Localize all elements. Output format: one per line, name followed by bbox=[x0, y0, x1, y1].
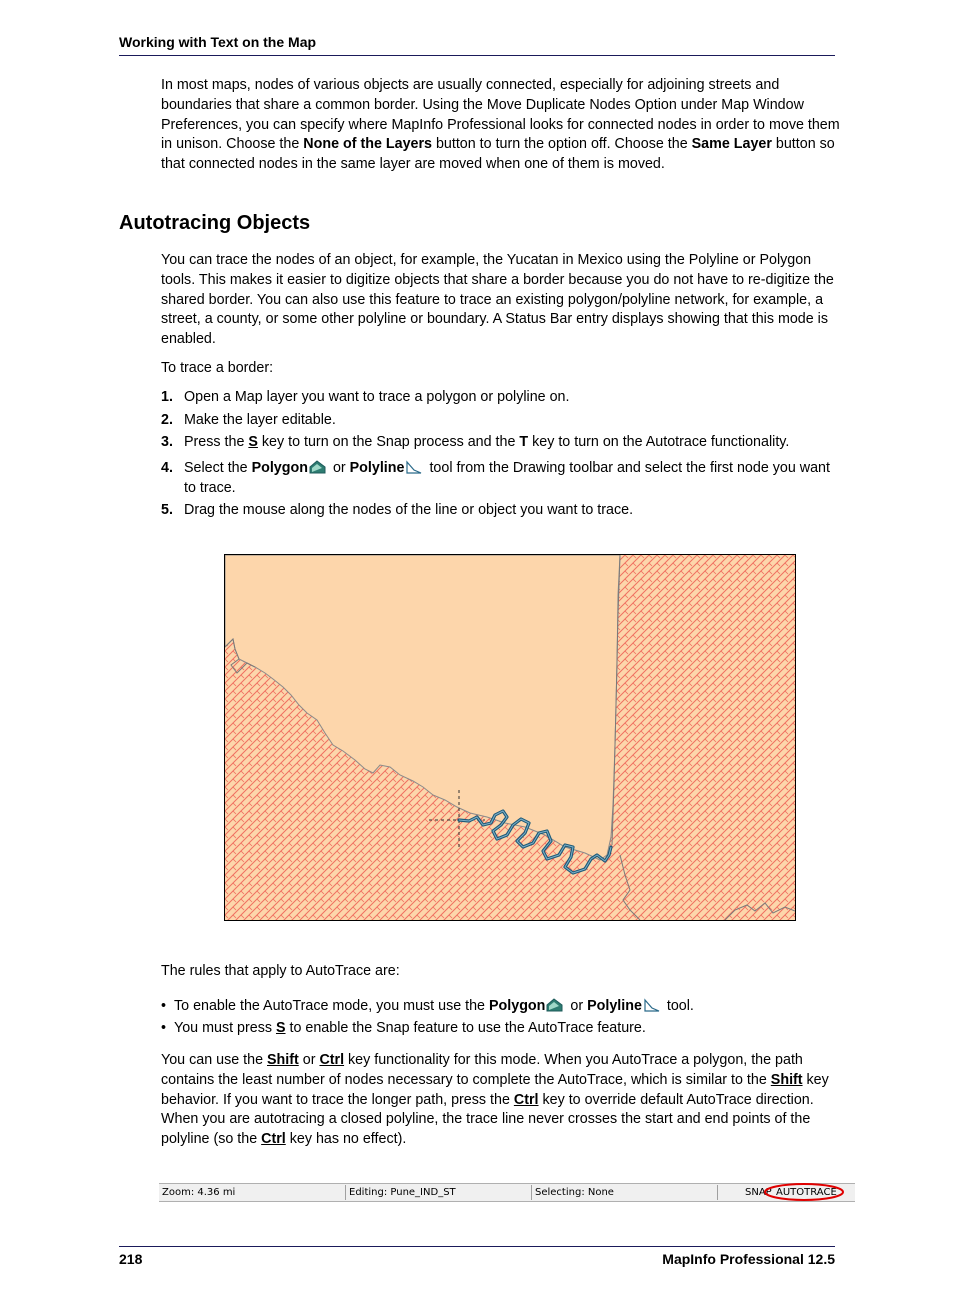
status-selecting: Selecting: None bbox=[535, 1187, 614, 1198]
step-3: 3. Press the S key to turn on the Snap process and the T key to turn on the Autotrace functionality. bbox=[161, 434, 790, 450]
rules-lead: The rules that apply to AutoTrace are: bbox=[161, 963, 400, 979]
autotrace-map-figure bbox=[224, 554, 796, 921]
map-illustration bbox=[225, 555, 795, 920]
status-autotrace: AUTOTRACE bbox=[776, 1187, 837, 1198]
polyline-tool-icon bbox=[405, 460, 422, 474]
autotrace-highlight-circle bbox=[763, 1182, 845, 1202]
running-header bbox=[119, 34, 835, 56]
status-divider bbox=[345, 1185, 346, 1200]
polygon-tool-icon bbox=[546, 998, 563, 1012]
page-footer bbox=[119, 1246, 835, 1267]
status-snap: SNAP bbox=[745, 1187, 772, 1198]
section-paragraph: You can trace the nodes of an object, for example, the Yucatan in Mexico using the Polyline or Polygon tools. This makes it easier to digitize objects that share a border because you do not have to re-digitize the shared border. You can also use this feature to trace an existing polygon/polyline network, for example, a street, a county, or some other polyline or boundary. A Status Bar entry displays showing that this mode is enabled. bbox=[161, 252, 834, 348]
header-title: Working with Text on the Map bbox=[119, 34, 317, 50]
rule-bullet-2: • You must press S to enable the Snap feature to use the AutoTrace feature. bbox=[161, 1020, 646, 1036]
step-4: 4. Select the Polygon or Polyline tool from the Drawing toolbar and select the first node you want to trace. bbox=[161, 460, 830, 496]
status-divider bbox=[717, 1185, 718, 1200]
step-5: 5. Drag the mouse along the nodes of the line or object you want to trace. bbox=[161, 502, 634, 518]
steps-lead: To trace a border: bbox=[161, 360, 274, 376]
rule-bullet-1: • To enable the AutoTrace mode, you must use the Polygon or Polyline tool. bbox=[161, 998, 694, 1014]
section-heading: Autotracing Objects bbox=[119, 212, 311, 234]
step-2: 2. Make the layer editable. bbox=[161, 412, 336, 428]
status-bar-screenshot bbox=[159, 1183, 855, 1202]
status-zoom: Zoom: 4.36 mi bbox=[162, 1187, 236, 1198]
polyline-tool-icon bbox=[643, 998, 660, 1012]
page-number: 218 bbox=[119, 1251, 143, 1267]
status-divider bbox=[531, 1185, 532, 1200]
closing-paragraph: You can use the Shift or Ctrl key functionality for this mode. When you AutoTrace a polygon, the path contains the least number of nodes necessary to complete the AutoTrace, which is similar to the Shift key behavior. If you want to trace the longer path, press the Ctrl key to override default AutoTrace direction. When you are autotracing a closed polyline, the trace line never crosses the start and end points of the polyline (so the Ctrl key has no effect). bbox=[161, 1052, 829, 1148]
polygon-tool-icon bbox=[309, 460, 326, 474]
intro-paragraph: In most maps, nodes of various objects are usually connected, especially for adjoining streets and boundaries that share a common border. Using the Move Duplicate Nodes Option under Map Window Preferences, you can specify where MapInfo Professional looks for connected nodes in order to move them in unison. Choose the None of the Layers button to turn the option off. Choose the Same Layer button so that connected nodes in the same layer are moved when one of them is moved. bbox=[161, 77, 840, 173]
product-name: MapInfo Professional 12.5 bbox=[662, 1251, 835, 1267]
step-1: 1. Open a Map layer you want to trace a polygon or polyline on. bbox=[161, 389, 570, 405]
status-editing: Editing: Pune_IND_ST bbox=[349, 1187, 456, 1198]
